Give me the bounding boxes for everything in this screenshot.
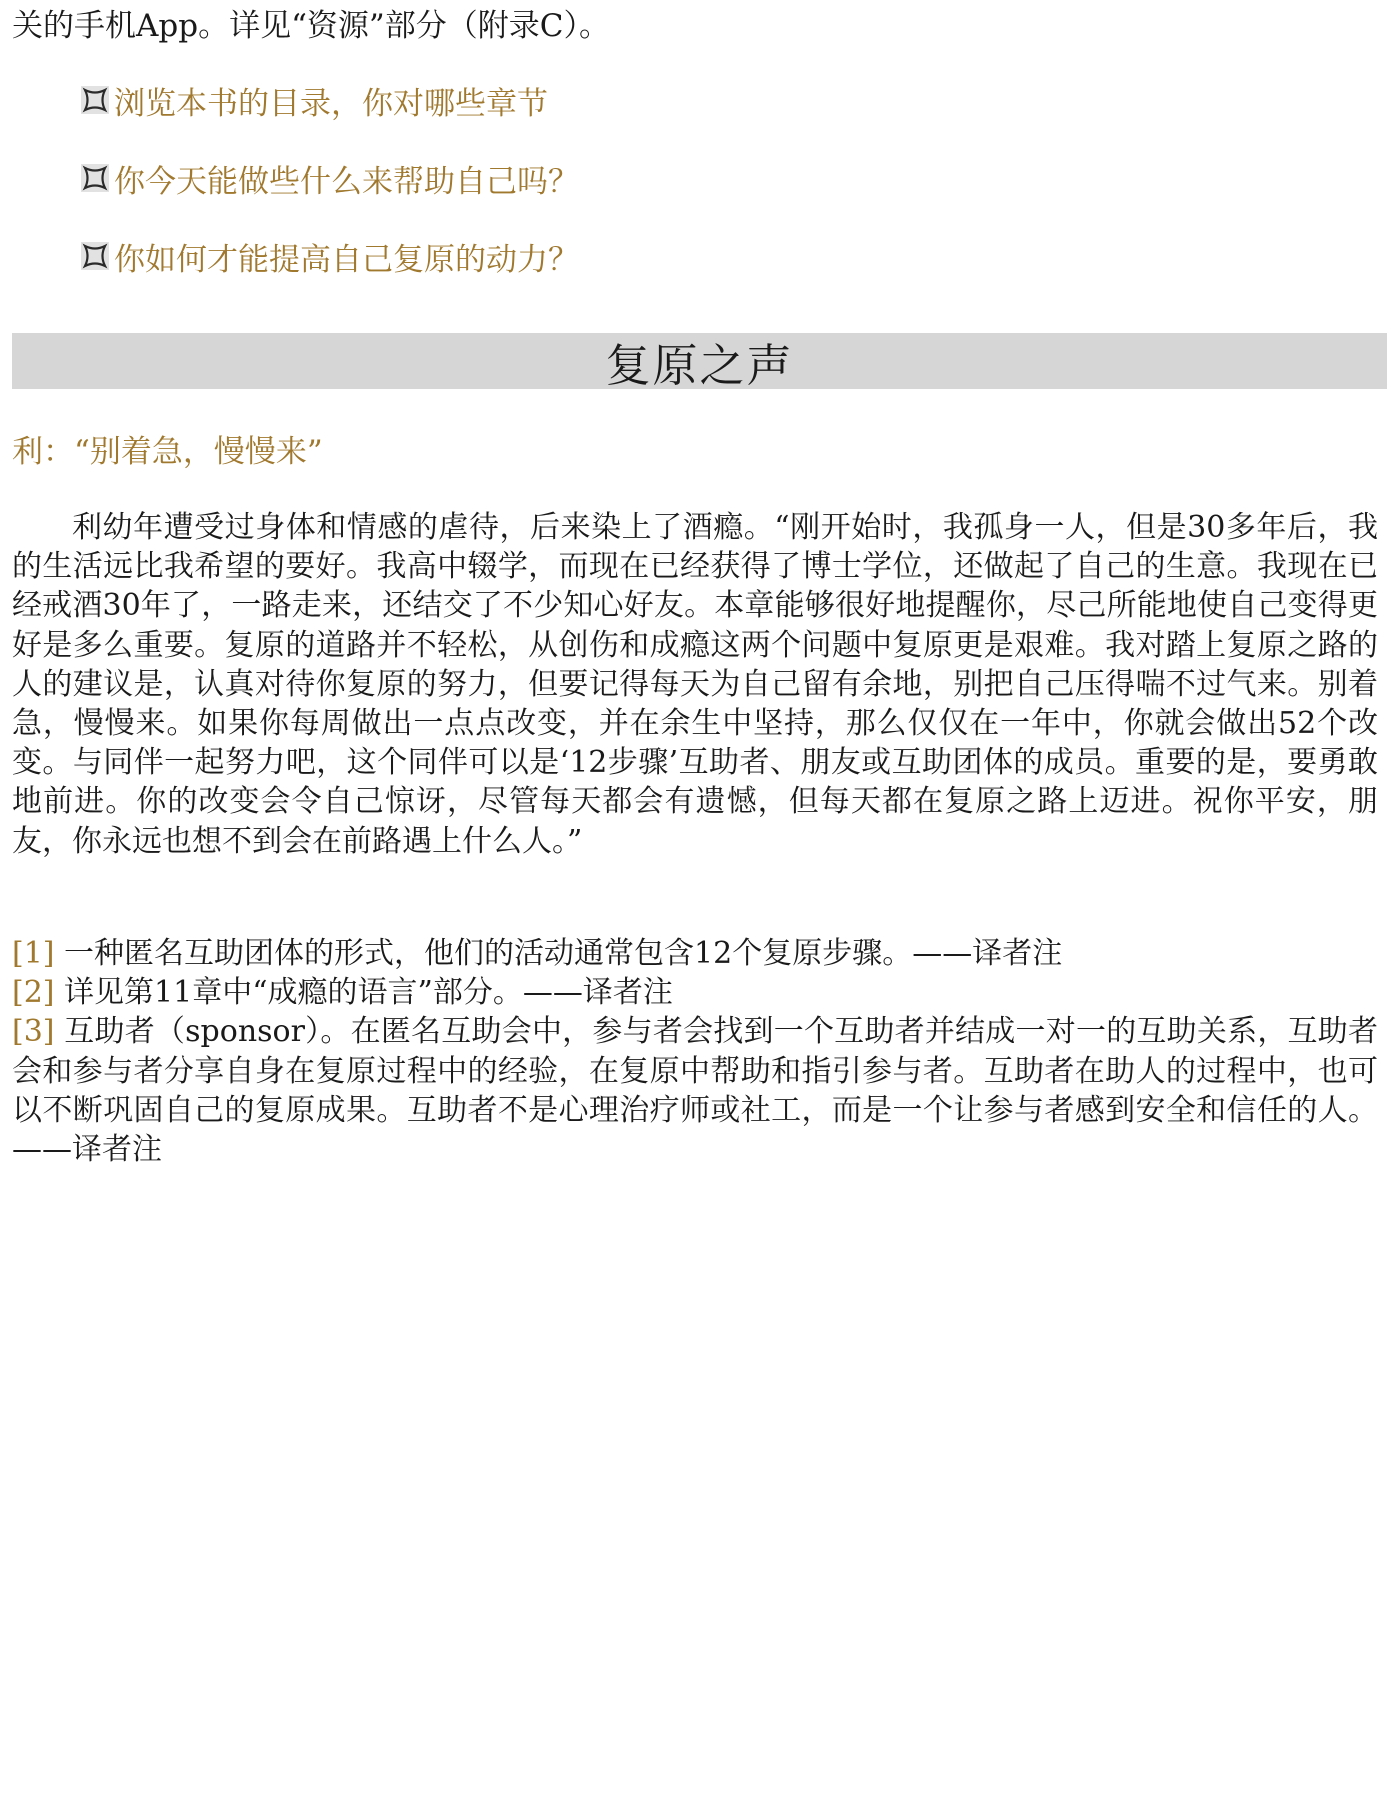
footnote-text: 一种匿名互助团体的形式，他们的活动通常包含12个复原步骤。——译者注 (54, 936, 1063, 971)
question-text: 你如何才能提高自己复原的动力？ (114, 241, 579, 278)
footnotes (12, 934, 1378, 1169)
question-item[interactable] (80, 158, 579, 198)
footnote (12, 934, 1378, 973)
footnote-text: 详见第11章中“成瘾的语言”部分。——译者注 (54, 975, 673, 1011)
section-title: 复原之声 (605, 338, 794, 392)
footnote-ref-link[interactable]: [2] (12, 975, 55, 1011)
footnote-ref-link[interactable]: [3] (12, 1014, 55, 1050)
question-text: 你今天能做些什么来帮助自己吗？ (114, 163, 579, 200)
story-body: 利幼年遭受过身体和情感的虐待，后来染上了酒瘾。“刚开始时，我孤身一人，但是30多年后，我的生活远比我希望的要好。我高中辍学，而现在已经获得了博士学位，还做起了自己的生意。我现在已经戒酒30年了，一路走来，还结交了不少知心好友。本章能够很好地提醒你，尽己所能地使自己变得更好是多么重要。复原的道路并不轻松，从创伤和成瘾这两个问题中复原更是艰难。我对踏上复原之路的人的建议是，认真对待你复原的努力，但要记得每天为自己留有余地，别把自己压得喘不过气来。别着急，慢慢来。如果你每周做出一点点改变，并在余生中坚持，那么仅仅在一年中，你就会做出52个改变。与同伴一起努力吧，这个同伴可以是‘12步骤’互助者、朋友或互助团体的成员。重要的是，要勇敢地前进。你的改变会令自己惊讶，尽管每天都会有遗憾，但每天都在复原之路上迈进。祝你平安，朋友，你永远也想不到会在前路遇上什么人。” (12, 510, 1378, 859)
question-text: 浏览本书的目录，你对哪些章节 (114, 85, 548, 122)
footnote-ref-link[interactable]: [1] (12, 936, 55, 971)
section-header (12, 333, 1387, 392)
story-heading: 利：“别着急，慢慢来” (12, 434, 323, 470)
question-item[interactable] (80, 236, 579, 276)
checkbox-square-icon (80, 85, 110, 115)
reflection-questions (80, 80, 579, 314)
footnote-text: 互助者（sponsor）。在匿名互助会中，参与者会找到一个互助者并结成一对一的互助关系，互助者会和参与者分享自身在复原过程中的经验，在复原中帮助和指引参与者。互助者在助人的过程中，也可以不断巩固自己的复原成果。互助者不是心理治疗师或社工，而是一个让参与者感到安全和信任的人。——译者注 (12, 1014, 1378, 1168)
checkbox-square-icon (80, 163, 110, 193)
checkbox-square-icon (80, 241, 110, 271)
question-item[interactable] (80, 80, 579, 120)
footnote (12, 973, 1378, 1012)
intro-text: 关的手机App。详见“资源”部分（附录C）。 (12, 8, 610, 44)
footnote (12, 1012, 1378, 1169)
